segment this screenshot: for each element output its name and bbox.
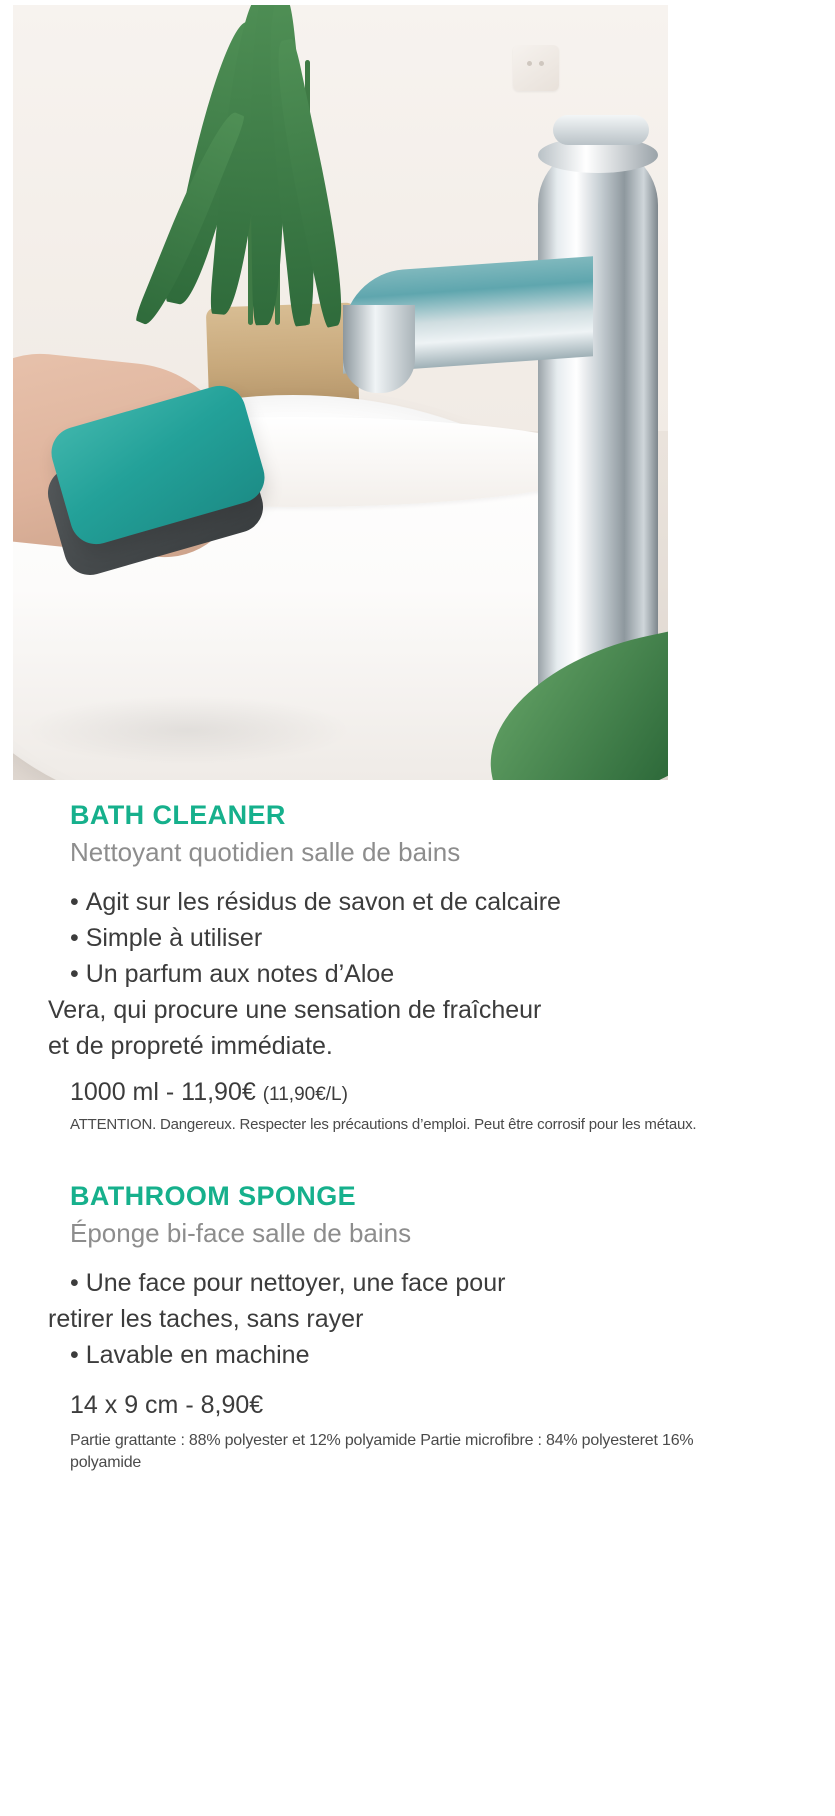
text-content [0,800,835,1474]
feature-text: Agit sur les résidus de savon et de calcaire [85,888,561,916]
price-value: 1000 ml - 11,90€ [70,1078,256,1106]
feature-text: Lavable en machine [85,1341,310,1369]
product-feature-list [48,1265,765,1373]
price-line [70,1078,765,1107]
feature-text: Une face pour nettoyer, une face pour [85,1269,506,1297]
product-feature-list [48,884,765,1064]
product-subtitle: Nettoyant quotidien salle de bains [70,837,461,867]
price-per-unit: (11,90€/L) [262,1084,348,1105]
product-block-bathroom-sponge [48,1181,765,1474]
sink-shadow [23,695,353,765]
product-title: BATH CLEANER [70,800,286,830]
feature-text: Un parfum aux notes d’Aloe [85,960,395,988]
product-block-bath-cleaner [48,800,765,1135]
list-item-continuation: et de propreté immédiate. [48,1032,333,1060]
price-line [70,1391,765,1420]
legal-warning: ATTENTION. Dangereux. Respecter les précautions d’emploi. Peut être corrosif pour les métaux. [70,1116,697,1133]
list-item: • Agit sur les résidus de savon et de calcaire [70,888,561,916]
faucet-lever [553,115,649,145]
product-subtitle: Éponge bi-face salle de bains [70,1218,412,1248]
list-item-continuation: Vera, qui procure une sensation de fraîcheur [48,996,542,1024]
faucet-column [538,145,658,705]
section-divider [70,1135,765,1181]
price-value: 14 x 9 cm - 8,90€ [70,1391,264,1419]
list-item: • Lavable en machine [70,1341,310,1369]
list-item: • Un parfum aux notes d’Aloe [70,960,395,988]
list-item: • Simple à utiliser [70,924,263,952]
product-photo [13,5,668,780]
product-title: BATHROOM SPONGE [70,1181,357,1211]
wall-outlet [513,45,559,91]
list-item: • Une face pour nettoyer, une face pour [70,1269,506,1297]
faucet-nozzle [343,305,415,393]
composition-spec: Partie grattante : 88% polyester et 12% polyamide Partie microfibre : 84% polyesteret 16% polyamide [70,1432,694,1471]
list-item-continuation: retirer les taches, sans rayer [48,1305,364,1333]
feature-text: Simple à utiliser [85,924,263,952]
